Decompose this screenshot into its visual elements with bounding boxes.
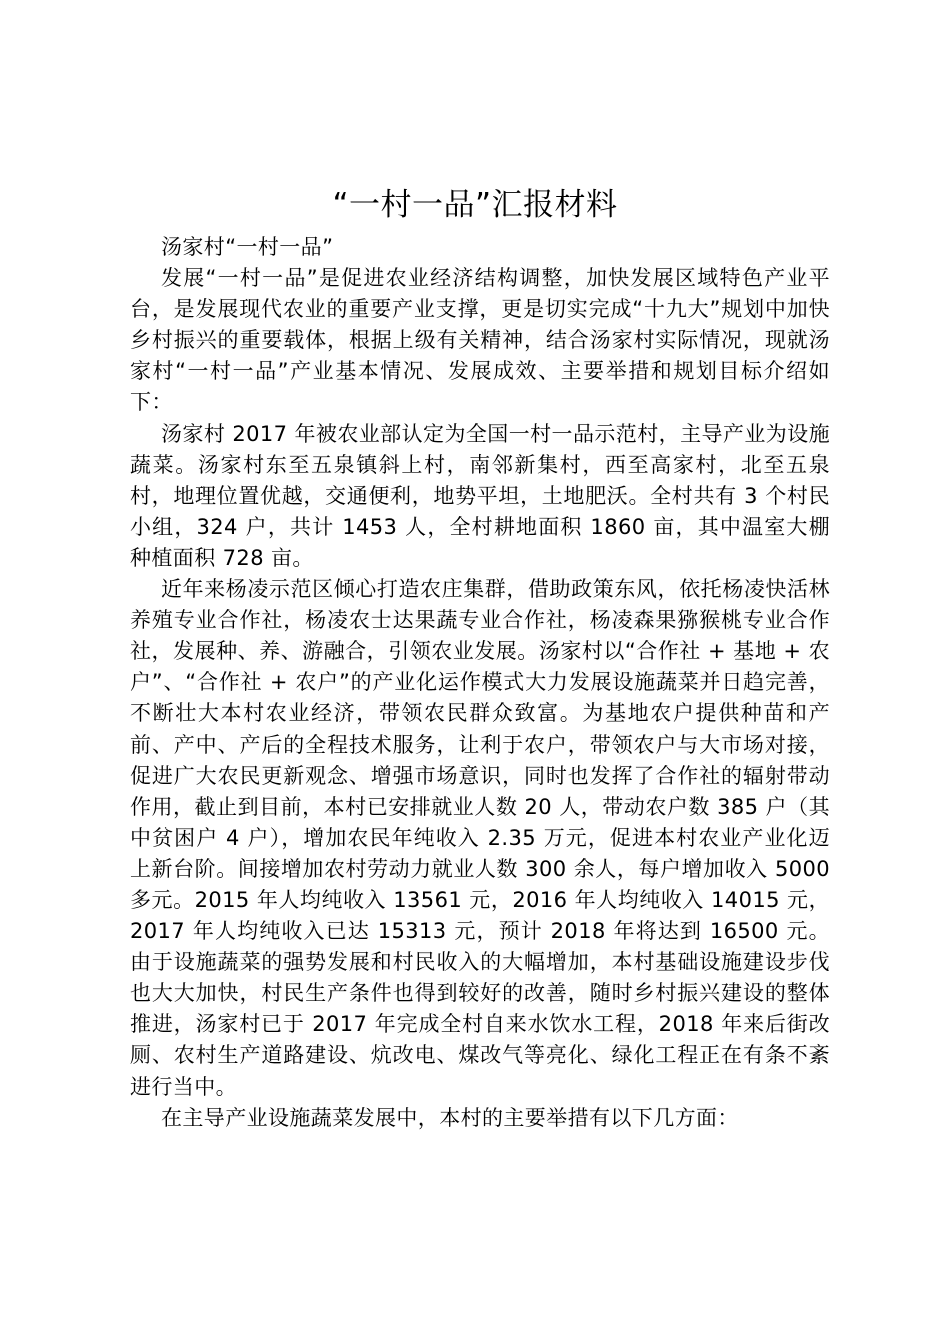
paragraph-intro: 发展“一村一品”是促进农业经济结构调整，加快发展区域特色产业平台，是发展现代农业的重要产业支撑，更是切实完成“十九大”规划中加快乡村振兴的重要载体，根据上级有关精神，结合汤家村实际情况，现就汤家村“一村一品”产业基本情况、发展成效、主要举措和规划目标介绍如下：: [130, 266, 830, 415]
document-body: [130, 232, 830, 1134]
paragraph-development-results: 近年来杨凌示范区倾心打造农庄集群，借助政策东风，依托杨凌快活林养殖专业合作社，杨凌农士达果蔬专业合作社，杨凌森果猕猴桃专业合作社，发展种、养、游融合，引领农业发展。汤家村以“合作社 + 基地 + 农户”、“合作社 + 农户”的产业化运作模式大力发展设施蔬菜并日趋完善，不断壮大本村农业经济，带领农民群众致富。为基地农户提供种苗和产前、产中、产后的全程技术服务，让利于农户，带领农户与大市场对接，促进广大农民更新观念、增强市场意识，同时也发挥了合作社的辐射带动作用，截止到目前，本村已安排就业人数 20 人，带动农户数 385 户（其中贫困户 4 户），增加农民年纯收入 2.35 万元，促进本村农业产业化迈上新台阶。间接增加农村劳动力就业人数 300 余人，每户增加收入 5000 多元。2015 年人均纯收入 13561 元，2016 年人均纯收入 14015 元，2017 年人均纯收入已达 15313 元，预计 2018 年将达到 16500 元。由于设施蔬菜的强势发展和村民收入的大幅增加，本村基础设施建设步伐也大大加快，村民生产条件也得到较好的改善，随时乡村振兴建设的整体推进，汤家村已于 2017 年完成全村自来水饮水工程，2018 年来后街改厕、农村生产道路建设、炕改电、煤改气等亮化、绿化工程正在有条不紊进行当中。: [130, 577, 830, 1099]
paragraph-measures-intro: 在主导产业设施蔬菜发展中，本村的主要举措有以下几方面：: [161, 1105, 739, 1130]
document-title: “一村一品”汇报材料: [332, 187, 618, 223]
paragraph-village-overview: 汤家村 2017 年被农业部认定为全国一村一品示范村，主导产业为设施蔬菜。汤家村东至五泉镇斜上村，南邻新集村，西至高家村，北至五泉村，地理位置优越，交通便利，地势平坦，土地肥沃。全村共有 3 个村民小组，324 户，共计 1453 人，全村耕地面积 1860 亩，其中温室大棚种植面积 728 亩。: [130, 421, 830, 570]
document-subtitle: 汤家村“一村一品”: [161, 235, 334, 259]
